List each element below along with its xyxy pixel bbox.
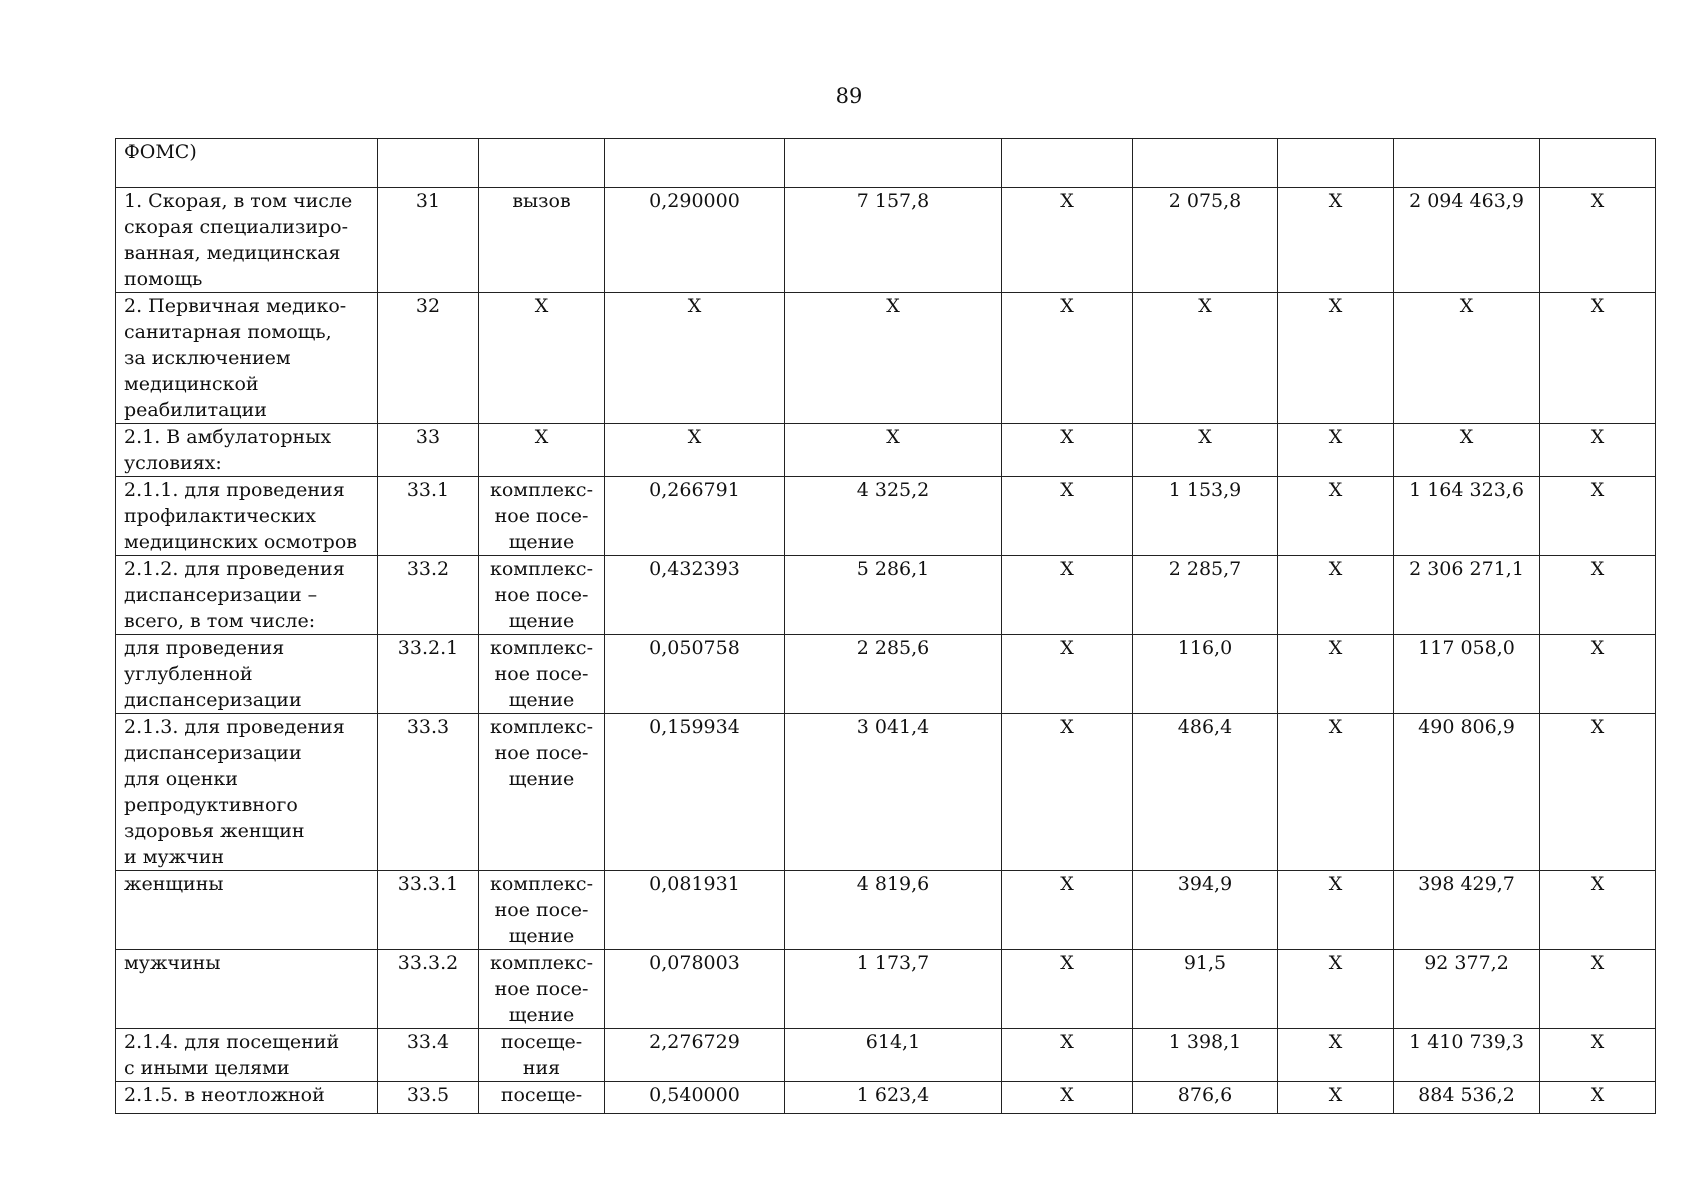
row-value: Х: [1540, 556, 1656, 635]
row-name-line: ФОМС): [124, 141, 197, 163]
table-row: [116, 188, 1656, 293]
row-code: 33.4: [378, 1029, 479, 1082]
row-name-line: санитарная помощь,: [124, 321, 332, 343]
row-value: Х: [1278, 950, 1394, 1029]
row-value: 1 623,4: [785, 1082, 1002, 1114]
row-value: 1 164 323,6: [1394, 477, 1540, 556]
row-value: 398 429,7: [1394, 871, 1540, 950]
row-name-line: женщины: [124, 873, 224, 895]
row-value: Х: [1278, 477, 1394, 556]
row-unit-line: щение: [508, 768, 575, 790]
row-value: 2 094 463,9: [1394, 188, 1540, 293]
row-value: Х: [785, 424, 1002, 477]
row-value: Х: [1278, 714, 1394, 871]
row-value: Х: [1002, 635, 1133, 714]
row-value: Х: [1278, 1029, 1394, 1082]
row-name-line: 2.1.2. для проведения: [124, 558, 345, 580]
row-name-line: диспансеризации: [124, 689, 302, 711]
row-value: 3 041,4: [785, 714, 1002, 871]
row-value: Х: [1278, 1082, 1394, 1114]
row-value: Х: [1133, 293, 1278, 424]
row-code: 33.1: [378, 477, 479, 556]
row-name: [116, 556, 378, 635]
table-row: [116, 556, 1656, 635]
table-row: [116, 635, 1656, 714]
row-value: Х: [1002, 477, 1133, 556]
row-value: 876,6: [1133, 1082, 1278, 1114]
row-unit: [479, 871, 605, 950]
row-name-line: всего, в том числе:: [124, 610, 316, 632]
row-name: [116, 139, 378, 188]
row-unit-line: посеще-: [500, 1084, 583, 1106]
row-value: Х: [1002, 188, 1133, 293]
row-name-line: мужчины: [124, 952, 221, 974]
row-value: Х: [1540, 714, 1656, 871]
row-value: 0,050758: [605, 635, 785, 714]
row-value: 0,290000: [605, 188, 785, 293]
row-name-line: реабилитации: [124, 399, 267, 421]
row-value: Х: [1540, 871, 1656, 950]
row-value: 614,1: [785, 1029, 1002, 1082]
row-value: Х: [1540, 1029, 1656, 1082]
row-value: 490 806,9: [1394, 714, 1540, 871]
row-unit-line: комплекс-: [489, 952, 593, 974]
row-unit-line: комплекс-: [489, 873, 593, 895]
row-value: Х: [1540, 477, 1656, 556]
row-name-line: 2.1.1. для проведения: [124, 479, 345, 501]
row-unit: [479, 139, 605, 188]
row-value: 2,276729: [605, 1029, 785, 1082]
row-value: Х: [1278, 188, 1394, 293]
row-value: Х: [1002, 1082, 1133, 1114]
row-value: [1394, 139, 1540, 188]
row-value: Х: [1278, 556, 1394, 635]
row-value: Х: [1002, 714, 1133, 871]
page-number: 89: [835, 84, 863, 108]
row-code: 31: [378, 188, 479, 293]
row-name-line: медицинских осмотров: [124, 531, 357, 553]
row-name-line: диспансеризации: [124, 742, 302, 764]
row-value: 4 819,6: [785, 871, 1002, 950]
row-name: [116, 477, 378, 556]
row-unit-line: щение: [508, 925, 575, 947]
row-unit: [479, 556, 605, 635]
row-value: Х: [1540, 424, 1656, 477]
row-code: 33.3.2: [378, 950, 479, 1029]
row-name-line: репродуктивного: [124, 794, 298, 816]
row-unit-line: щение: [508, 531, 575, 553]
row-name-line: и мужчин: [124, 846, 225, 868]
row-value: Х: [605, 293, 785, 424]
row-value: Х: [1394, 293, 1540, 424]
row-value: 7 157,8: [785, 188, 1002, 293]
row-value: [1133, 139, 1278, 188]
row-value: 1 410 739,3: [1394, 1029, 1540, 1082]
table-row: [116, 424, 1656, 477]
row-value: Х: [1278, 635, 1394, 714]
table-row: [116, 1082, 1656, 1114]
row-value: Х: [1002, 950, 1133, 1029]
row-value: 4 325,2: [785, 477, 1002, 556]
row-name-line: условиях:: [124, 452, 222, 474]
row-name-line: помощь: [124, 268, 203, 290]
row-value: [1002, 139, 1133, 188]
row-value: 0,432393: [605, 556, 785, 635]
row-value: Х: [1002, 1029, 1133, 1082]
table-row: [116, 1029, 1656, 1082]
table-row: [116, 950, 1656, 1029]
row-name: [116, 1029, 378, 1082]
row-unit-line: ное посе-: [494, 742, 589, 764]
row-value: 117 058,0: [1394, 635, 1540, 714]
row-unit-line: ния: [522, 1057, 561, 1079]
table-row: [116, 477, 1656, 556]
row-value: Х: [1540, 1082, 1656, 1114]
row-name-line: 2.1.3. для проведения: [124, 716, 345, 738]
row-name: [116, 424, 378, 477]
row-value: 2 285,6: [785, 635, 1002, 714]
territorial-program-table: [115, 138, 1656, 1114]
row-value: 116,0: [1133, 635, 1278, 714]
row-value: Х: [1278, 293, 1394, 424]
row-value: Х: [1002, 871, 1133, 950]
row-value: Х: [1002, 556, 1133, 635]
row-name: [116, 635, 378, 714]
row-value: 1 173,7: [785, 950, 1002, 1029]
table-row: [116, 139, 1656, 188]
row-value: 5 286,1: [785, 556, 1002, 635]
row-name-line: 2.1. В амбулаторных: [124, 426, 332, 448]
row-name-line: скорая специализиро-: [124, 216, 349, 238]
row-unit-line: щение: [508, 689, 575, 711]
table-row: [116, 871, 1656, 950]
table-body: [116, 139, 1656, 1114]
row-value: 394,9: [1133, 871, 1278, 950]
row-unit-line: ное посе-: [494, 978, 589, 1000]
row-name-line: медицинской: [124, 373, 259, 395]
row-unit-line: ное посе-: [494, 663, 589, 685]
row-unit-line: комплекс-: [489, 716, 593, 738]
row-name-line: профилактических: [124, 505, 316, 527]
row-value: Х: [1278, 871, 1394, 950]
row-unit: [479, 293, 605, 424]
row-code: 32: [378, 293, 479, 424]
row-name-line: 1. Скорая, в том числе: [124, 190, 353, 212]
row-value: Х: [605, 424, 785, 477]
row-unit-line: комплекс-: [489, 637, 593, 659]
row-code: 33.3.1: [378, 871, 479, 950]
row-code: [378, 139, 479, 188]
row-value: Х: [1133, 424, 1278, 477]
row-code: 33.2: [378, 556, 479, 635]
row-value: [1278, 139, 1394, 188]
row-unit: [479, 1082, 605, 1114]
row-value: 884 536,2: [1394, 1082, 1540, 1114]
row-unit: [479, 714, 605, 871]
row-unit: [479, 1029, 605, 1082]
row-value: 486,4: [1133, 714, 1278, 871]
row-name-line: углубленной: [124, 663, 253, 685]
row-unit-line: вызов: [512, 190, 571, 212]
row-name: [116, 871, 378, 950]
row-name-line: для оценки: [124, 768, 238, 790]
row-unit: [479, 950, 605, 1029]
row-value: 1 153,9: [1133, 477, 1278, 556]
row-value: [605, 139, 785, 188]
row-value: 0,540000: [605, 1082, 785, 1114]
row-value: Х: [1540, 950, 1656, 1029]
row-name: [116, 293, 378, 424]
row-name-line: за исключением: [124, 347, 291, 369]
row-code: 33.3: [378, 714, 479, 871]
row-value: Х: [1540, 188, 1656, 293]
row-unit-line: щение: [508, 610, 575, 632]
row-value: 92 377,2: [1394, 950, 1540, 1029]
row-code: 33.5: [378, 1082, 479, 1114]
row-name-line: диспансеризации –: [124, 584, 318, 606]
row-name: [116, 1082, 378, 1114]
row-unit-line: ное посе-: [494, 584, 589, 606]
row-name-line: ванная, медицинская: [124, 242, 341, 264]
row-name: [116, 950, 378, 1029]
row-name-line: здоровья женщин: [124, 820, 305, 842]
row-value: 2 285,7: [1133, 556, 1278, 635]
row-name-line: 2. Первичная медико-: [124, 295, 347, 317]
row-value: 2 306 271,1: [1394, 556, 1540, 635]
row-value: [1540, 139, 1656, 188]
table-row: [116, 714, 1656, 871]
row-value: 0,266791: [605, 477, 785, 556]
row-name: [116, 714, 378, 871]
row-name-line: 2.1.5. в неотложной: [124, 1084, 325, 1106]
row-value: 0,159934: [605, 714, 785, 871]
row-unit-line: посеще-: [500, 1031, 583, 1053]
row-unit: [479, 188, 605, 293]
row-value: Х: [1278, 424, 1394, 477]
row-unit: [479, 635, 605, 714]
row-unit-line: Х: [534, 426, 549, 448]
row-value: 0,081931: [605, 871, 785, 950]
row-name-line: с иными целями: [124, 1057, 290, 1079]
row-code: 33: [378, 424, 479, 477]
row-unit-line: комплекс-: [489, 558, 593, 580]
row-name-line: 2.1.4. для посещений: [124, 1031, 340, 1053]
row-code: 33.2.1: [378, 635, 479, 714]
table-row: [116, 293, 1656, 424]
row-value: 1 398,1: [1133, 1029, 1278, 1082]
row-value: Х: [785, 293, 1002, 424]
row-unit-line: ное посе-: [494, 899, 589, 921]
row-unit-line: щение: [508, 1004, 575, 1026]
row-unit-line: ное посе-: [494, 505, 589, 527]
row-name-line: для проведения: [124, 637, 285, 659]
row-unit: [479, 477, 605, 556]
row-value: Х: [1394, 424, 1540, 477]
row-value: 91,5: [1133, 950, 1278, 1029]
row-value: 0,078003: [605, 950, 785, 1029]
row-value: Х: [1002, 424, 1133, 477]
row-value: Х: [1002, 293, 1133, 424]
row-value: Х: [1540, 635, 1656, 714]
row-unit: [479, 424, 605, 477]
row-value: [785, 139, 1002, 188]
row-value: Х: [1540, 293, 1656, 424]
row-value: 2 075,8: [1133, 188, 1278, 293]
row-unit-line: комплекс-: [489, 479, 593, 501]
row-name: [116, 188, 378, 293]
row-unit-line: Х: [534, 295, 549, 317]
